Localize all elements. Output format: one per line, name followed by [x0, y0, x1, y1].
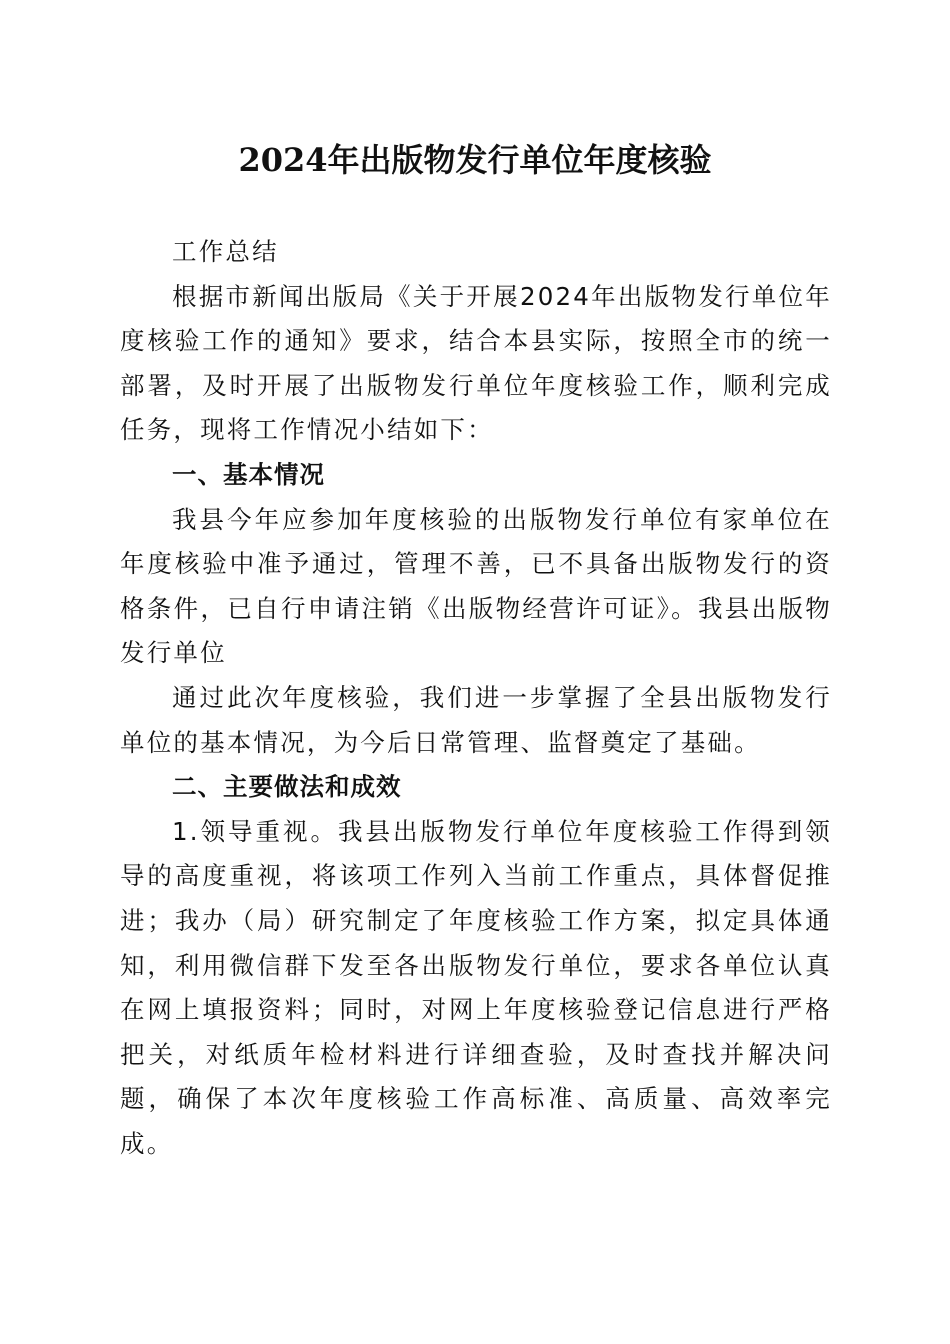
section-heading-main-practices: 二、主要做法和成效	[172, 772, 402, 802]
section-heading-basic-situation: 一、基本情况	[172, 459, 325, 489]
basic-situation-paragraph-2: 通过此次年度核验，我们进一步掌握了全县出版物发行单位的基本情况，为今后日常管理、监督奠定了基础。	[120, 682, 832, 757]
intro-paragraph: 根据市新闻出版局《关于开展2024年出版物发行单位年度核验工作的通知》要求，结合本县实际，按照全市的统一部署，及时开展了出版物发行单位年度核验工作，顺利完成任务，现将工作情况小结如下：	[120, 281, 832, 445]
basic-situation-paragraph-1: 我县今年应参加年度核验的出版物发行单位有家单位在年度核验中准予通过，管理不善，已不具备出版物发行的资格条件，已自行申请注销《出版物经营许可证》。我县出版物发行单位	[120, 504, 832, 668]
document-title: 2024年出版物发行单位年度核验	[238, 141, 712, 179]
document-body	[120, 230, 832, 1166]
main-practices-paragraph-1: 1.领导重视。我县出版物发行单位年度核验工作得到领导的高度重视，将该项工作列入当前工作重点，具体督促推进；我办（局）研究制定了年度核验工作方案，拟定具体通知，利用微信群下发至各出版物发行单位，要求各单位认真在网上填报资料；同时，对网上年度核验登记信息进行严格把关，对纸质年检材料进行详细查验，及时查找并解决问题，确保了本次年度核验工作高标准、高质量、高效率完成。	[120, 816, 832, 1158]
subtitle-line: 工作总结	[172, 237, 279, 266]
